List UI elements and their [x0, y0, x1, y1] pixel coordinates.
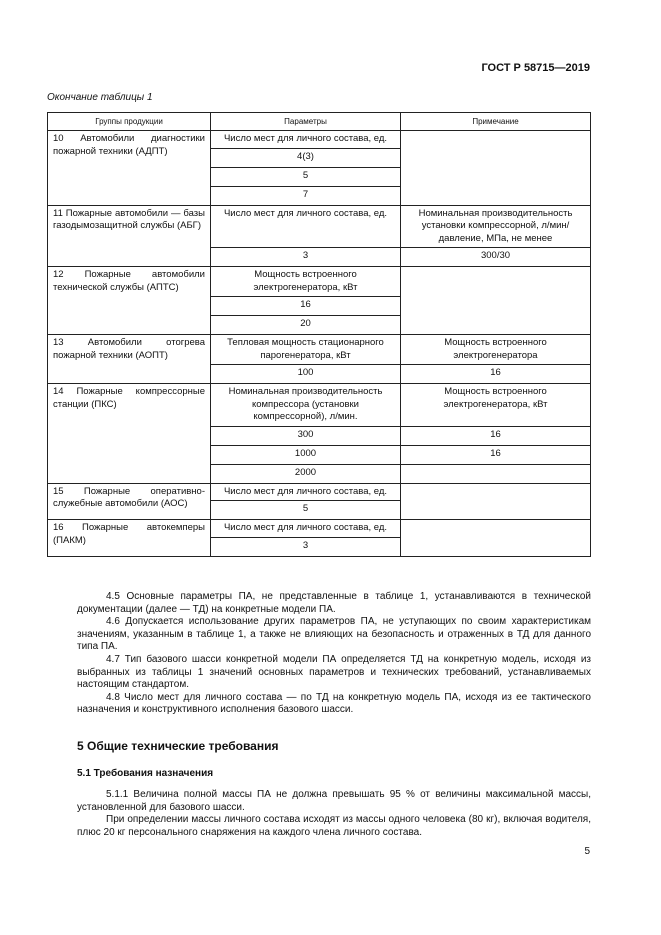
subsection-title: 5.1 Требования назначения	[77, 768, 214, 779]
table-cell-value: 20	[211, 316, 401, 335]
paragraph-4-5: 4.5 Основные параметры ПА, не представленные в таблице 1, устанавливаются в технической документации (далее — ТД) на конкретные модели ПА.	[77, 591, 591, 615]
table-cell-parameter: Число мест для личного состава, ед.	[211, 520, 401, 538]
table-cell-note-value: 16	[401, 426, 591, 445]
table-cell-value: 100	[211, 365, 401, 384]
table-cell-note	[401, 131, 591, 206]
table-caption: Окончание таблицы 1	[47, 92, 153, 103]
table-cell-note-value: 16	[401, 365, 591, 384]
section-title: 5 Общие технические требования	[77, 739, 279, 753]
table-cell-value: 5	[211, 501, 401, 520]
table-cell-note	[401, 483, 591, 520]
page-number: 5	[584, 846, 590, 857]
paragraph-4-7: 4.7 Тип базового шасси конкретной модели ПА определяется ТД на конкретную модель, исходя из выбранных из таблицы 1 значений основных параметров и технических требований, устанавливаемых настоящим стандартом.	[77, 653, 591, 691]
section-5-paragraphs	[77, 789, 591, 839]
table-cell-note: Мощность встроенного электрогенератора	[401, 335, 591, 365]
table-cell-note	[401, 267, 591, 335]
table-cell-parameter: Число мест для личного состава, ед.	[211, 131, 401, 149]
table-cell-value: 4(3)	[211, 148, 401, 167]
table-cell-value: 7	[211, 186, 401, 205]
table-cell-parameter: Мощность встроенного электрогенератора, кВт	[211, 267, 401, 297]
document-code: ГОСТ Р 58715—2019	[481, 62, 590, 74]
table-cell-note: Мощность встроенного электрогенератора, кВт	[401, 384, 591, 427]
table-cell-note-value: 16	[401, 445, 591, 464]
table-cell-parameter: Тепловая мощность стационарного парогенератора, кВт	[211, 335, 401, 365]
table-cell-value: 16	[211, 297, 401, 316]
table-cell-note-value	[401, 464, 591, 483]
table-cell-parameter: Число мест для личного состава, ед.	[211, 483, 401, 501]
column-header-notes: Примечание	[401, 113, 591, 131]
column-header-groups: Группы продукции	[48, 113, 211, 131]
table-cell-group: 10 Автомобили диагностики пожарной техники (АДПТ)	[48, 131, 211, 206]
section-4-paragraphs	[77, 591, 591, 717]
table-cell-value: 3	[211, 248, 401, 267]
table-cell-group: 13 Автомобили отогрева пожарной техники (АОПТ)	[48, 335, 211, 384]
parameters-table	[47, 112, 591, 557]
table-cell-group: 11 Пожарные автомобили — базы газодымозащитной службы (АБГ)	[48, 205, 211, 267]
paragraph-4-6: 4.6 Допускается использование других параметров ПА, не уступающих по своим характеристикам значениям, указанным в таблице 1, а также не влияющих на безопасность и отраженных в ТД для данного типа ПА.	[77, 616, 591, 653]
table-cell-value: 3	[211, 537, 401, 556]
paragraph-5-1-1: 5.1.1 Величина полной массы ПА не должна превышать 95 % от величины максимальной массы, установленной для базового шасси.	[77, 789, 591, 813]
table-cell-parameter: Номинальная производительность компрессора (установки компрессорной), л/мин.	[211, 384, 401, 427]
paragraph-4-8: 4.8 Число мест для личного состава — по ТД на конкретную модель ПА, исходя из ее тактического назначения и конструктивного исполнения базового шасси.	[77, 691, 591, 716]
table-cell-parameter: Число мест для личного состава, ед.	[211, 205, 401, 248]
table-cell-group: 15 Пожарные оперативно-служебные автомобили (АОС)	[48, 483, 211, 520]
column-header-parameters: Параметры	[211, 113, 401, 131]
table-cell-group: 16 Пожарные автокемперы (ПАКМ)	[48, 520, 211, 557]
table-cell-note: Номинальная производительность установки компрессорной, л/мин/давление, МПа, не менее	[401, 205, 591, 248]
table-cell-value: 1000	[211, 445, 401, 464]
table-cell-group: 12 Пожарные автомобили технической службы (АПТС)	[48, 267, 211, 335]
table-cell-value: 5	[211, 167, 401, 186]
table-cell-note-value: 300/30	[401, 248, 591, 267]
table-cell-value: 300	[211, 426, 401, 445]
table-cell-note	[401, 520, 591, 557]
table-cell-value: 2000	[211, 464, 401, 483]
table-cell-group: 14 Пожарные компрессорные станции (ПКС)	[48, 384, 211, 484]
paragraph-mass: При определении массы личного состава исходят из массы одного человека (80 кг), включая водителя, плюс 20 кг персонального снаряжения на каждого члена личного состава.	[77, 814, 591, 838]
